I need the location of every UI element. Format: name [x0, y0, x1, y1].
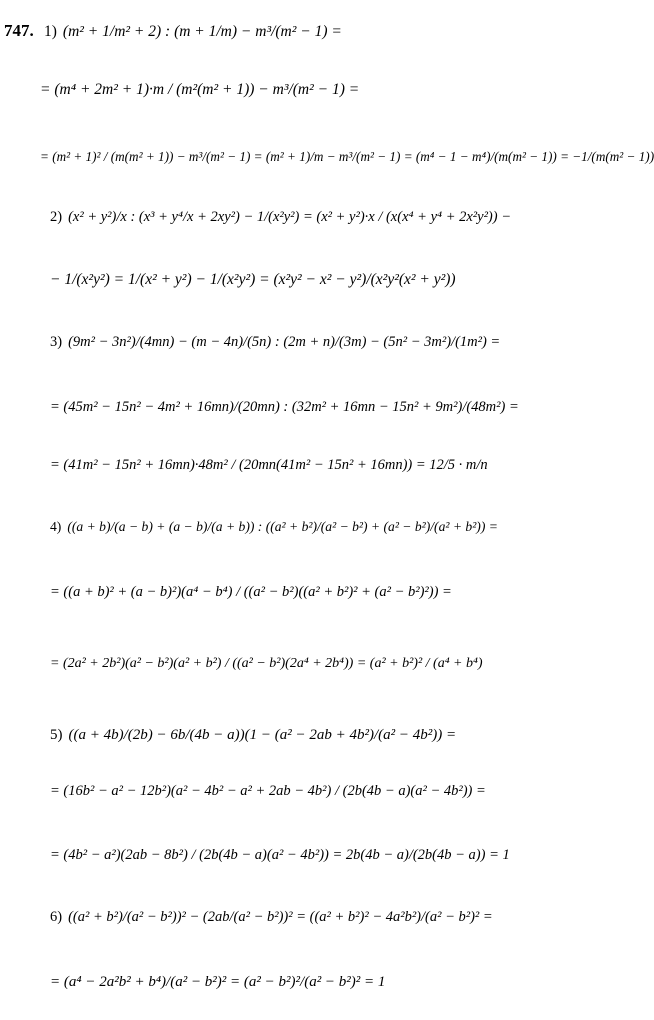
item-label: 1) — [44, 23, 57, 40]
problem-number: 747. — [4, 21, 34, 40]
math-expression: (m² + 1/m² + 2) : (m + 1/m) − m³/(m² − 1) = — [62, 23, 342, 40]
item-3-line-2 — [50, 400, 519, 415]
math-expression: ((a + b)/(a − b) + (a − b)/(a + b)) : ((a² + b²)/(a² − b²) + (a² − b²)/(a² + b²)) = — [67, 519, 498, 534]
math-expression: (9m² − 3n²)/(4mn) − (m − 4n)/(5n) : (2m + n)/(3m) − (5n² − 3m²)/(1m²) = — [68, 334, 501, 350]
item-1-line-3 — [40, 150, 654, 163]
item-5-line-1 — [50, 728, 456, 743]
item-5-line-3 — [50, 848, 510, 863]
item-5-line-2 — [50, 784, 486, 799]
math-expression: = (m² + 1)² / (m(m² + 1)) − m³/(m² − 1) = (m² + 1)/m − m³/(m² − 1) = (m⁴ − 1 − m⁴)/(m(m² − 1)) = −1/(m(m² − 1)) — [40, 149, 654, 164]
item-3-line-1 — [50, 335, 500, 350]
math-expression: = (41m² − 15n² + 16mn)·48m² / (20mn(41m² − 15n² + 16mn)) = 12/5 · m/n — [50, 457, 488, 473]
item-2-line-2 — [50, 272, 456, 288]
math-expression: = (16b² − a² − 12b²)(a² − 4b² − a² + 2ab − 4b²) / (2b(4b − a)(a² − 4b²)) = — [50, 783, 486, 799]
item-2-line-1 — [50, 210, 511, 225]
math-expression: = ((a + b)² + (a − b)²)(a⁴ − b⁴) / ((a² − b²)((a² + b²)² + (a² − b²)²)) = — [50, 584, 452, 600]
item-4-line-3 — [50, 657, 483, 671]
item-label: 5) — [50, 727, 63, 743]
item-1-line-1 — [44, 24, 342, 40]
math-expression: = (m⁴ + 2m² + 1)·m / (m²(m² + 1)) − m³/(m² − 1) = — [40, 81, 360, 98]
math-expression: − 1/(x²y²) = 1/(x² + y²) − 1/(x²y²) = (x²y² − x² − y²)/(x²y²(x² + y²)) — [50, 271, 456, 288]
math-expression: ((a + 4b)/(2b) − 6b/(4b − a))(1 − (a² − 2ab + 4b²)/(a² − 4b²)) = — [68, 727, 457, 743]
item-4-line-2 — [50, 585, 452, 600]
math-expression: = (a⁴ − 2a²b² + b⁴)/(a² − b²)² = (a² − b²)²/(a² − b²)² = 1 — [50, 974, 386, 990]
item-6-line-2 — [50, 975, 385, 990]
math-expression: = (4b² − a²)(2ab − 8b²) / (2b(4b − a)(a² − 4b²)) = 2b(4b − a)/(2b(4b − a)) = 1 — [50, 847, 510, 863]
item-1-line-2 — [40, 82, 359, 98]
item-3-line-3 — [50, 458, 488, 473]
item-6-line-1 — [50, 910, 493, 925]
item-label: 2) — [50, 209, 63, 225]
item-label: 4) — [50, 519, 62, 534]
math-expression: = (2a² + 2b²)(a² − b²)(a² + b²) / ((a² − b²)(2a⁴ + 2b⁴)) = (a² + b²)² / (a⁴ + b⁴) — [50, 656, 483, 671]
item-label: 6) — [50, 909, 63, 925]
item-label: 3) — [50, 334, 63, 350]
math-expression: = (45m² − 15n² − 4m² + 16mn)/(20mn) : (32m² + 16mn − 15n² + 9m²)/(48m²) = — [50, 399, 519, 415]
math-expression: (x² + y²)/x : (x³ + y⁴/x + 2xy²) − 1/(x²y²) = (x² + y²)·x / (x(x⁴ + y⁴ + 2x²y²)) − — [68, 209, 511, 225]
math-expression: ((a² + b²)/(a² − b²))² − (2ab/(a² − b²))² = ((a² + b²)² − 4a²b²)/(a² − b²)² = — [68, 909, 493, 925]
item-4-line-1 — [50, 520, 498, 534]
